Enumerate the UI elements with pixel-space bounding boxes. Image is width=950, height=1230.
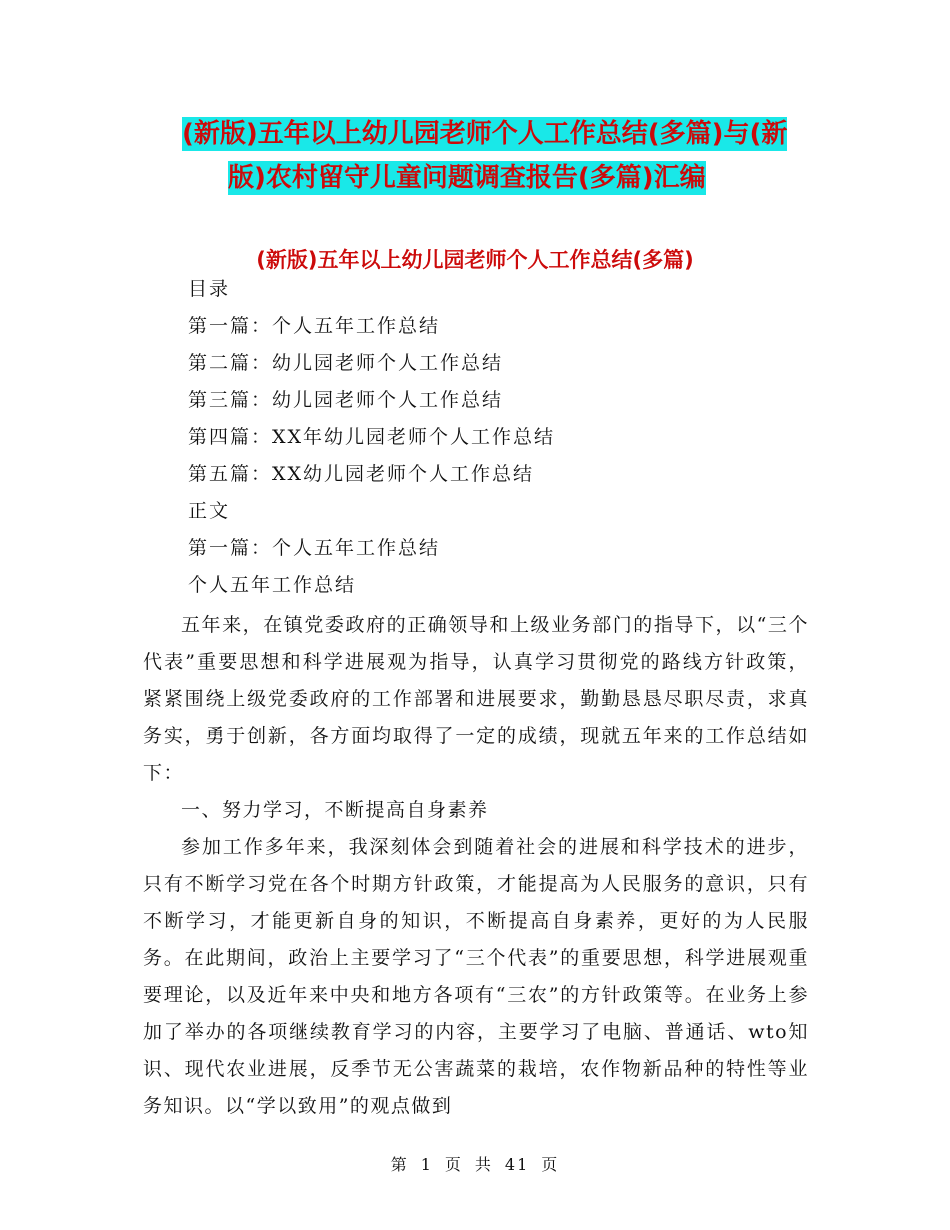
article-title: 个人五年工作总结: [188, 574, 357, 596]
footer-page-label: 第: [390, 1155, 409, 1174]
body-text: [143, 607, 809, 1125]
body-heading: 正文: [188, 500, 231, 522]
section-title: (新版)五年以上幼儿园老师个人工作总结(多篇): [256, 248, 694, 272]
footer-total-pages: 41: [504, 1155, 530, 1174]
toc-item-4: 第四篇：XX年幼儿园老师个人工作总结: [188, 426, 556, 448]
document-title: [140, 112, 840, 200]
title-line-2: 版)农村留守儿童问题调查报告(多篇)汇编: [228, 163, 706, 193]
toc-item-5: 第五篇：XX幼儿园老师个人工作总结: [188, 463, 535, 485]
article-chapter: 第一篇：个人五年工作总结: [188, 537, 441, 559]
table-of-contents: [188, 274, 555, 607]
title-line-1: (新版)五年以上幼儿园老师个人工作总结(多篇)与(新: [182, 119, 788, 149]
page-footer: [0, 1152, 950, 1175]
paragraph-intro: 五年来，在镇党委政府的正确领导和上级业务部门的指导下，以“三个代表”重要思想和科学进展观为指导，认真学习贯彻党的路线方针政策，紧紧围绕上级党委政府的工作部署和进展要求，勤勤恳恳尽职尽责，求真务实，勇于创新，各方面均取得了一定的成绩，现就五年来的工作总结如下：: [143, 614, 809, 784]
toc-item-3: 第三篇：幼儿园老师个人工作总结: [188, 389, 504, 411]
footer-total-unit: 页: [541, 1155, 560, 1174]
paragraph-study: 参加工作多年来，我深刻体会到随着社会的进展和科学技术的进步，只有不断学习党在各个时期方针政策，才能提高为人民服务的意识，只有不断学习，才能更新自身的知识，不断提高自身素养，更好的为人民服务。在此期间，政治上主要学习了“三个代表”的重要思想，科学进展观重要理论，以及近年来中央和地方各项有“三农”的方针政策等。在业务上参加了举办的各项继续教育学习的内容，主要学习了电脑、普通话、wto知识、现代农业进展，反季节无公害蔬菜的栽培，农作物新品种的特性等业务知识。以“学以致用”的观点做到: [143, 836, 809, 1117]
toc-item-1: 第一篇：个人五年工作总结: [188, 315, 441, 337]
paragraph-heading-1: 一、努力学习，不断提高自身素养: [181, 799, 489, 821]
toc-heading: 目录: [188, 278, 231, 300]
footer-page-number: 1: [420, 1155, 433, 1174]
footer-total-label: 共: [474, 1155, 493, 1174]
toc-item-2: 第二篇：幼儿园老师个人工作总结: [188, 352, 504, 374]
footer-page-unit: 页: [444, 1155, 463, 1174]
